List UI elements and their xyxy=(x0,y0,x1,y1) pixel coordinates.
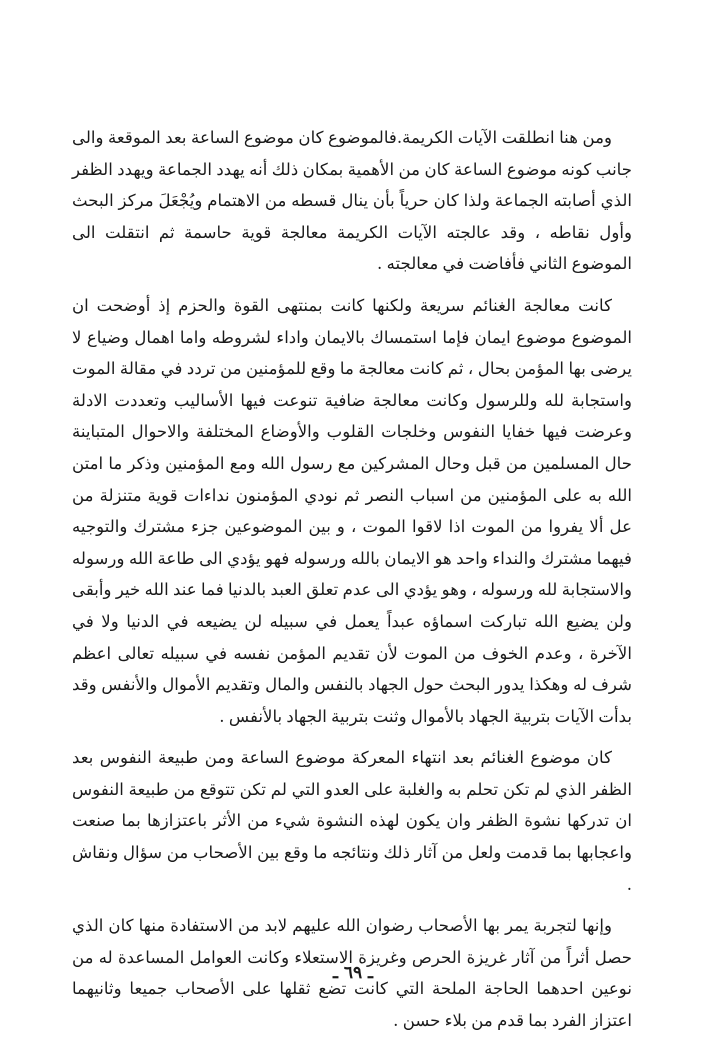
paragraph-2: كانت معالجة الغنائم سريعة ولكنها كانت بمنتهى القوة والحزم إذ أوضحت ان الموضوع موضوع ايمان فإما استمساك بالايمان واداء لشروطه واما اهمال وضياع لا يرضى بها المؤمن بحال ، ثم كانت معالجة ما وقع للمؤمنين من تردد في مقالة الموت واستجابة لله وللرسول وكانت معالجة ضافية تنوعت فيها الأساليب وتعددت الادلة وعرضت فيها خفايا النفوس وخلجات القلوب والأوضاع المختلفة والاحوال المتباينة حال المسلمين من قبل وحال المشركين مع رسول الله ومع المؤمنين وذكر ما امتن الله به على المؤمنين من اسباب النصر ثم نودي المؤمنون نداءات قوية متنزلة من عل ألا يفروا من الموت اذا لاقوا الموت ، و بين الموضوعين جزء مشترك والتوجيه فيهما مشترك والنداء واحد هو الايمان بالله ورسوله فهو يؤدي الى طاعة الله ورسوله والاستجابة لله ورسوله ، وهو يؤدي الى عدم تعلق العبد بالدنيا فما عند الله خير وأبقى ولن يضيع الله تباركت اسماؤه عبداً يعمل في سبيله لن يضيعه في الدنيا ولا في الآخرة ، وعدم الخوف من الموت لأن تقديم المؤمن نفسه في سبيله تعالى اعظم شرف له وهكذا يدور البحث حول الجهاد بالنفس والمال وتقديم الأموال والأنفس وقد بدأت الآيات بتربية الجهاد بالأموال وثنت بتربية الجهاد بالأنفس . xyxy=(72,295,632,726)
paragraph-3: كان موضوع الغنائم بعد انتهاء المعركة موضوع الساعة ومن طبيعة النفوس بعد الظفر الذي لم تكن تحلم به والغلبة على العدو التي لم تكن تتوقع من طبيعة النفوس ان تدركها نشوة الظفر وان يكون لهذه النشوة شيء من الأثر باعتزازها بما صنعت واعجابها بما قدمت ولعل من آثار ذلك ونتائجه ما وقع بين الأصحاب من سؤال ونقاش . xyxy=(72,748,632,894)
paragraph-4: وإنها لتجربة يمر بها الأصحاب رضوان الله عليهم لابد من الاستفادة منها كان الذي حصل أثراً من آثار غريزة الحرص وغريزة الاستعلاء وكانت العوامل المساعدة له من نوعين احدهما الحاجة الملحة التي كانت تضع ثقلها على الأصحاب جميعا وثانيهما اعتزاز الفرد بما قدم من بلاء حسن . xyxy=(72,916,632,1031)
body-text xyxy=(72,122,632,1037)
page-number: ـ ٦٩ ـ xyxy=(332,963,374,983)
paragraph-1: ومن هنا انطلقت الآيات الكريمة.فالموضوع كان موضوع الساعة بعد الموقعة والى جانب كونه موضوع الساعة كان من الأهمية بمكان ذلك أنه يهدد الجماعة ويهدد الظفر الذي أصابته الجماعة ولذا كان حرياً بأن ينال قسطه من الاهتمام ويُجْعَلَ مركز البحث وأول نقاطه ، وقد عالجته الآيات الكريمة معالجة قوية حاسمة ثم انتقلت الى الموضوع الثاني فأفاضت في معالجته . xyxy=(72,128,632,274)
